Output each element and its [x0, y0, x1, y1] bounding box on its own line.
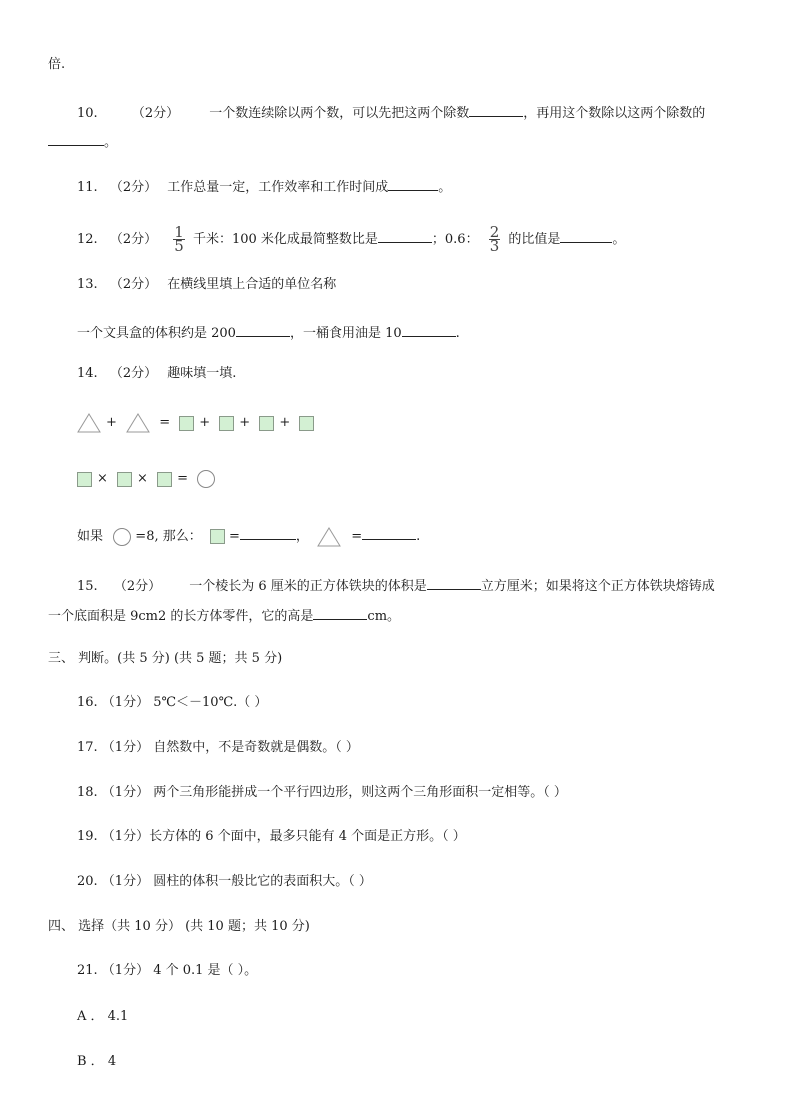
- question-text: 在横线里填上合适的单位名称: [167, 277, 337, 292]
- equals-sign: =: [177, 471, 188, 486]
- section-title: 三、 判断。(共 5 分) (共 5 题；共 5 分): [48, 651, 283, 666]
- question-number: 10.: [77, 106, 98, 121]
- question-13: [77, 276, 336, 294]
- equals-sign: =: [159, 415, 171, 430]
- option-b[interactable]: [77, 1053, 116, 1071]
- fraction-denominator: 5: [174, 237, 184, 255]
- question-text: ，再用这个数除以这两个除数的: [523, 106, 706, 121]
- fraction-numerator: 1: [174, 223, 184, 241]
- question-11: [77, 176, 451, 197]
- answer-blank[interactable]: [378, 228, 432, 243]
- question-text: 一个底面积是 9cm2 的长方体零件，它的高是: [48, 609, 314, 624]
- square-icon: [77, 472, 92, 487]
- plus-sign: +: [239, 415, 251, 430]
- fraction-denominator: 3: [489, 237, 500, 255]
- question-number: 14.: [77, 366, 98, 381]
- question-score: （2分）: [113, 579, 162, 594]
- comma: ，: [295, 529, 309, 544]
- question-16: [77, 694, 267, 712]
- circle-icon: [113, 528, 131, 546]
- triangle-icon: [126, 413, 150, 433]
- square-icon: [117, 472, 132, 487]
- fraction-two-thirds: [489, 223, 501, 255]
- section-3-heading: [48, 650, 282, 668]
- question-13-sub: [77, 322, 460, 343]
- question-text: 20. （1分） 圆柱的体积一般比它的表面积大。（ ）: [77, 874, 372, 889]
- question-text: ，一桶食用油是 10: [289, 326, 402, 341]
- question-score: （2分）: [109, 366, 158, 381]
- question-20: [77, 873, 372, 891]
- answer-blank[interactable]: [48, 131, 104, 146]
- square-icon: [219, 416, 234, 431]
- period: .: [416, 529, 421, 544]
- answer-blank[interactable]: [362, 525, 416, 540]
- question-text: 一个数连续除以两个数，可以先把这两个除数: [209, 106, 470, 121]
- question-21: [77, 962, 257, 980]
- answer-blank[interactable]: [236, 322, 290, 337]
- plus-sign: +: [106, 415, 117, 430]
- option-text: A ． 4.1: [77, 1009, 129, 1024]
- equals-sign: =: [229, 529, 240, 544]
- question-score: （2分）: [131, 106, 180, 121]
- section-title: 四、 选择（共 10 分） (共 10 题；共 10 分): [48, 919, 310, 934]
- if-label: 如果: [77, 529, 104, 544]
- question-text: 一个文具盒的体积约是 200: [77, 326, 236, 341]
- question-text: ；0.6：: [431, 232, 479, 247]
- question-text: 17. （1分） 自然数中，不是奇数就是偶数。（ ）: [77, 740, 359, 755]
- question-18: [77, 784, 567, 802]
- equals-sign: =: [351, 529, 363, 544]
- question-text: 工作总量一定，工作效率和工作时间成: [167, 180, 389, 195]
- question-text: 16. （1分） 5℃＜－10℃.（ ）: [77, 695, 268, 710]
- plus-sign: +: [199, 415, 211, 430]
- question-score: （2分）: [109, 232, 158, 247]
- answer-blank[interactable]: [427, 575, 481, 590]
- equation-row-1: [77, 410, 314, 437]
- option-text: B ． 4: [77, 1054, 117, 1069]
- question-number: 12.: [77, 232, 98, 247]
- question-15-cont: [48, 605, 400, 626]
- option-a[interactable]: [77, 1008, 128, 1026]
- question-number: 13.: [77, 277, 98, 292]
- answer-blank[interactable]: [560, 228, 612, 243]
- question-text: 。: [612, 232, 626, 247]
- square-icon: [179, 416, 194, 431]
- answer-blank[interactable]: [469, 102, 523, 117]
- answer-blank[interactable]: [240, 525, 296, 540]
- question-score: （2分）: [109, 180, 158, 195]
- question-text: 趣味填一填.: [167, 366, 237, 381]
- square-icon: [210, 529, 225, 544]
- question-text: 千米：100 米化成最简整数比是: [192, 232, 378, 247]
- question-text: 。: [438, 180, 452, 195]
- question-12: [77, 222, 625, 258]
- plus-sign: +: [279, 415, 291, 430]
- answer-blank[interactable]: [388, 176, 438, 191]
- question-text: 立方厘米；如果将这个正方体铁块熔铸成: [480, 579, 715, 594]
- question-10-cont: [48, 131, 117, 152]
- times-sign: ×: [137, 471, 148, 486]
- fraction-numerator: 2: [489, 223, 500, 241]
- question-text: 18. （1分） 两个三角形能拼成一个平行四边形，则这两个三角形面积一定相等。（ ）: [77, 785, 567, 800]
- times-sign: ×: [97, 471, 108, 486]
- continued-text-label: 倍.: [48, 57, 66, 72]
- square-icon: [299, 416, 314, 431]
- equation-row-2: [77, 466, 215, 493]
- question-15: [77, 575, 715, 596]
- question-14: [77, 365, 236, 383]
- triangle-icon: [77, 413, 101, 433]
- if-value: =8, 那么：: [135, 529, 202, 544]
- answer-blank[interactable]: [313, 605, 367, 620]
- question-text: 21. （1分） 4 个 0.1 是（ ）。: [77, 963, 258, 978]
- question-text: cm。: [367, 609, 401, 624]
- question-number: 15.: [77, 579, 98, 594]
- fraction-one-fifth: [173, 223, 185, 255]
- equation-row-3: [77, 524, 420, 550]
- question-text: 19. （1分）长方体的 6 个面中，最多只能有 4 个面是正方形。（ ）: [77, 829, 466, 844]
- section-4-heading: [48, 918, 310, 936]
- question-number: 11.: [77, 180, 98, 195]
- triangle-icon: [317, 527, 341, 547]
- continued-text: [48, 56, 65, 74]
- answer-blank[interactable]: [402, 322, 456, 337]
- square-icon: [157, 472, 172, 487]
- question-text: .: [455, 326, 460, 341]
- question-text: 一个棱长为 6 厘米的正方体铁块的体积是: [189, 579, 427, 594]
- question-17: [77, 739, 359, 757]
- question-10: [77, 102, 705, 123]
- question-text: 的比值是: [508, 232, 561, 247]
- question-score: （2分）: [109, 277, 158, 292]
- question-19: [77, 828, 466, 846]
- square-icon: [259, 416, 274, 431]
- question-text: 。: [104, 135, 118, 150]
- circle-icon: [197, 470, 215, 488]
